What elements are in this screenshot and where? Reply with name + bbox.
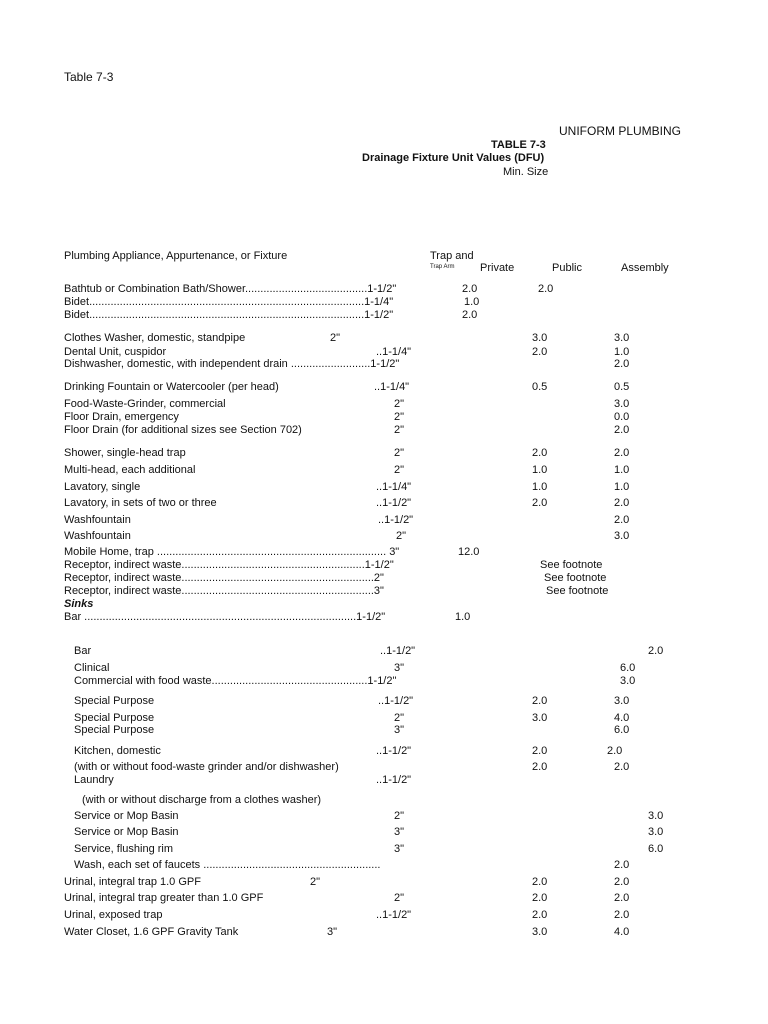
fixture-name: (with or without discharge from a clothes washer) [82,794,322,806]
fixture-name: Commercial with food waste...................................................1-1/2" [74,675,397,687]
fixture-name: Service or Mop Basin [74,810,179,822]
trap-size: ..1-1/2" [376,497,412,509]
trap-size: 2" [394,464,405,476]
table-number: TABLE 7-3 [491,139,546,151]
fixture-name: Service, flushing rim [74,843,174,855]
public-dfu: 2.0 [532,447,548,459]
fixture-name: Dishwasher, domestic, with independent drain ..........................1-1/2" [64,358,400,370]
assembly-dfu: 6.0 [620,662,636,674]
fixture-name: Laundry [74,774,114,786]
fixture-name: Water Closet, 1.6 GPF Gravity Tank [64,926,239,938]
assembly-dfu: 4.0 [614,712,630,724]
code-name: UNIFORM PLUMBING [559,124,682,138]
assembly-dfu: 1.0 [614,464,630,476]
trap-size: 3" [394,662,405,674]
fixture-name: Lavatory, single [64,481,141,493]
fixture-name: Urinal, integral trap greater than 1.0 GPF [64,892,264,904]
table-title: Drainage Fixture Unit Values (DFU) [362,152,545,164]
fixture-name: Receptor, indirect waste...............................................................2" [64,572,384,584]
trap-size: ..1-1/2" [376,774,412,786]
assembly-dfu: 3.0 [614,398,630,410]
assembly-dfu: 2.0 [614,424,630,436]
trap-size: 3" [327,926,338,938]
assembly-dfu: 2.0 [614,447,630,459]
assembly-dfu: 0.0 [614,411,630,423]
fixture-name: Dental Unit, cuspidor [64,346,167,358]
public-dfu: 3.0 [532,712,548,724]
fixture-name: Bidet..........................................................................................1-1/4" [64,296,394,308]
assembly-dfu: 6.0 [614,724,630,736]
fixture-name: (with or without food-waste grinder and/or dishwasher) [74,761,339,773]
trap-size: 2" [396,530,407,542]
public-dfu: 2.0 [532,876,548,888]
assembly-dfu: 2.0 [614,859,630,871]
fixture-column-header: Plumbing Appliance, Appurtenance, or Fixture [64,250,288,262]
assembly-dfu: 3.0 [614,695,630,707]
public-dfu: 2.0 [532,745,548,757]
public-dfu: 3.0 [532,926,548,938]
fixture-name: Clinical [74,662,110,674]
fixture-name: Urinal, integral trap 1.0 GPF [64,876,201,888]
trap-size: 3" [394,843,405,855]
assembly-column-header: Assembly [621,262,669,274]
trap-size: ..1-1/4" [376,481,412,493]
fixture-name: Drinking Fountain or Watercooler (per head) [64,381,279,393]
assembly-dfu: 3.0 [648,810,664,822]
assembly-dfu: 3.0 [614,332,630,344]
trap-size: 2" [394,411,405,423]
trap-size: 2" [394,424,405,436]
assembly-dfu: 1.0 [614,481,630,493]
fixture-name: Receptor, indirect waste...............................................................3" [64,585,384,597]
fixture-name: Bar .........................................................................................1-1/2" [64,611,386,623]
trap-size: ..1-1/2" [376,909,412,921]
trap-size: 2" [330,332,341,344]
public-dfu: See footnote [546,585,609,597]
assembly-dfu: 4.0 [614,926,630,938]
private-dfu: 1.0 [464,296,480,308]
trap-arm-header: Trap Arm [430,264,455,270]
fixture-name: Multi-head, each additional [64,464,196,476]
trap-size: ..1-1/2" [378,514,414,526]
fixture-name: Special Purpose [74,724,155,736]
fixture-name: Mobile Home, trap ........................................................................... 3" [64,546,400,558]
public-dfu: 3.0 [532,332,548,344]
trap-size: 3" [394,724,405,736]
public-dfu: 2.0 [532,497,548,509]
assembly-dfu: 0.5 [614,381,630,393]
public-dfu: 2.0 [532,346,548,358]
trap-size: 2" [394,447,405,459]
trap-size: 2" [310,876,321,888]
fixture-name: Special Purpose [74,712,155,724]
fixture-name: Bidet..........................................................................................1-1/2" [64,309,394,321]
trap-size: ..1-1/2" [378,695,414,707]
public-column-header: Public [552,262,582,274]
private-dfu: 12.0 [458,546,480,558]
fixture-name: Clothes Washer, domestic, standpipe [64,332,246,344]
min-size-label: Min. Size [503,166,549,178]
fixture-name: Shower, single-head trap [64,447,186,459]
public-dfu: 2.0 [532,695,548,707]
private-dfu: 2.0 [462,283,478,295]
assembly-dfu: 3.0 [648,826,664,838]
assembly-dfu: 3.0 [620,675,636,687]
public-dfu: 0.5 [532,381,548,393]
fixture-name: Service or Mop Basin [74,826,179,838]
private-dfu: 2.0 [462,309,478,321]
trap-size: 3" [394,826,405,838]
public-dfu: 2.0 [532,892,548,904]
assembly-dfu: 2.0 [614,892,630,904]
assembly-dfu: 2.0 [614,514,630,526]
public-dfu: 2.0 [538,283,554,295]
private-dfu: 1.0 [455,611,471,623]
private-column-header: Private [480,262,515,274]
fixture-name: Bathtub or Combination Bath/Shower........................................1-1/2" [64,283,397,295]
public-dfu: 2.0 [532,909,548,921]
trap-size: ..1-1/2" [380,645,416,657]
public-dfu: 2.0 [532,761,548,773]
public-dfu: 1.0 [532,464,548,476]
fixture-name: Receptor, indirect waste............................................................1-1/2" [64,559,394,571]
trap-size: ..1-1/2" [376,745,412,757]
public-dfu: 1.0 [532,481,548,493]
fixture-name: Washfountain [64,514,131,526]
fixture-name: Special Purpose [74,695,155,707]
trap-size: 2" [394,810,405,822]
assembly-dfu: 1.0 [614,346,630,358]
fixture-name: Washfountain [64,530,131,542]
fixture-name: Urinal, exposed trap [64,909,163,921]
trap-size: ..1-1/4" [376,346,412,358]
assembly-dfu: 2.0 [614,909,630,921]
trap-size: 2" [394,712,405,724]
trap-size: ..1-1/4" [374,381,410,393]
assembly-dfu: 2.0 [614,497,630,509]
fixture-name: Floor Drain (for additional sizes see Section 702) [64,424,302,436]
fixture-name: Bar [74,645,92,657]
fixture-name: Lavatory, in sets of two or three [64,497,217,509]
fixture-name: Wash, each set of faucets .......................................................... [74,859,381,871]
fixture-name: Food-Waste-Grinder, commercial [64,398,226,410]
assembly-dfu: 3.0 [614,530,630,542]
trap-and-header: Trap and [430,250,474,262]
assembly-dfu: 2.0 [607,745,623,757]
assembly-dfu: 2.0 [614,761,630,773]
public-dfu: See footnote [544,572,607,584]
section-heading-sinks: Sinks [64,598,94,610]
trap-size: 2" [394,892,405,904]
trap-size: 2" [394,398,405,410]
assembly-dfu: 2.0 [648,645,664,657]
assembly-dfu: 6.0 [648,843,664,855]
assembly-dfu: 2.0 [614,358,630,370]
fixture-name: Floor Drain, emergency [64,411,179,423]
page-label: Table 7-3 [64,70,114,84]
fixture-name: Kitchen, domestic [74,745,161,757]
public-dfu: See footnote [540,559,603,571]
assembly-dfu: 2.0 [614,876,630,888]
